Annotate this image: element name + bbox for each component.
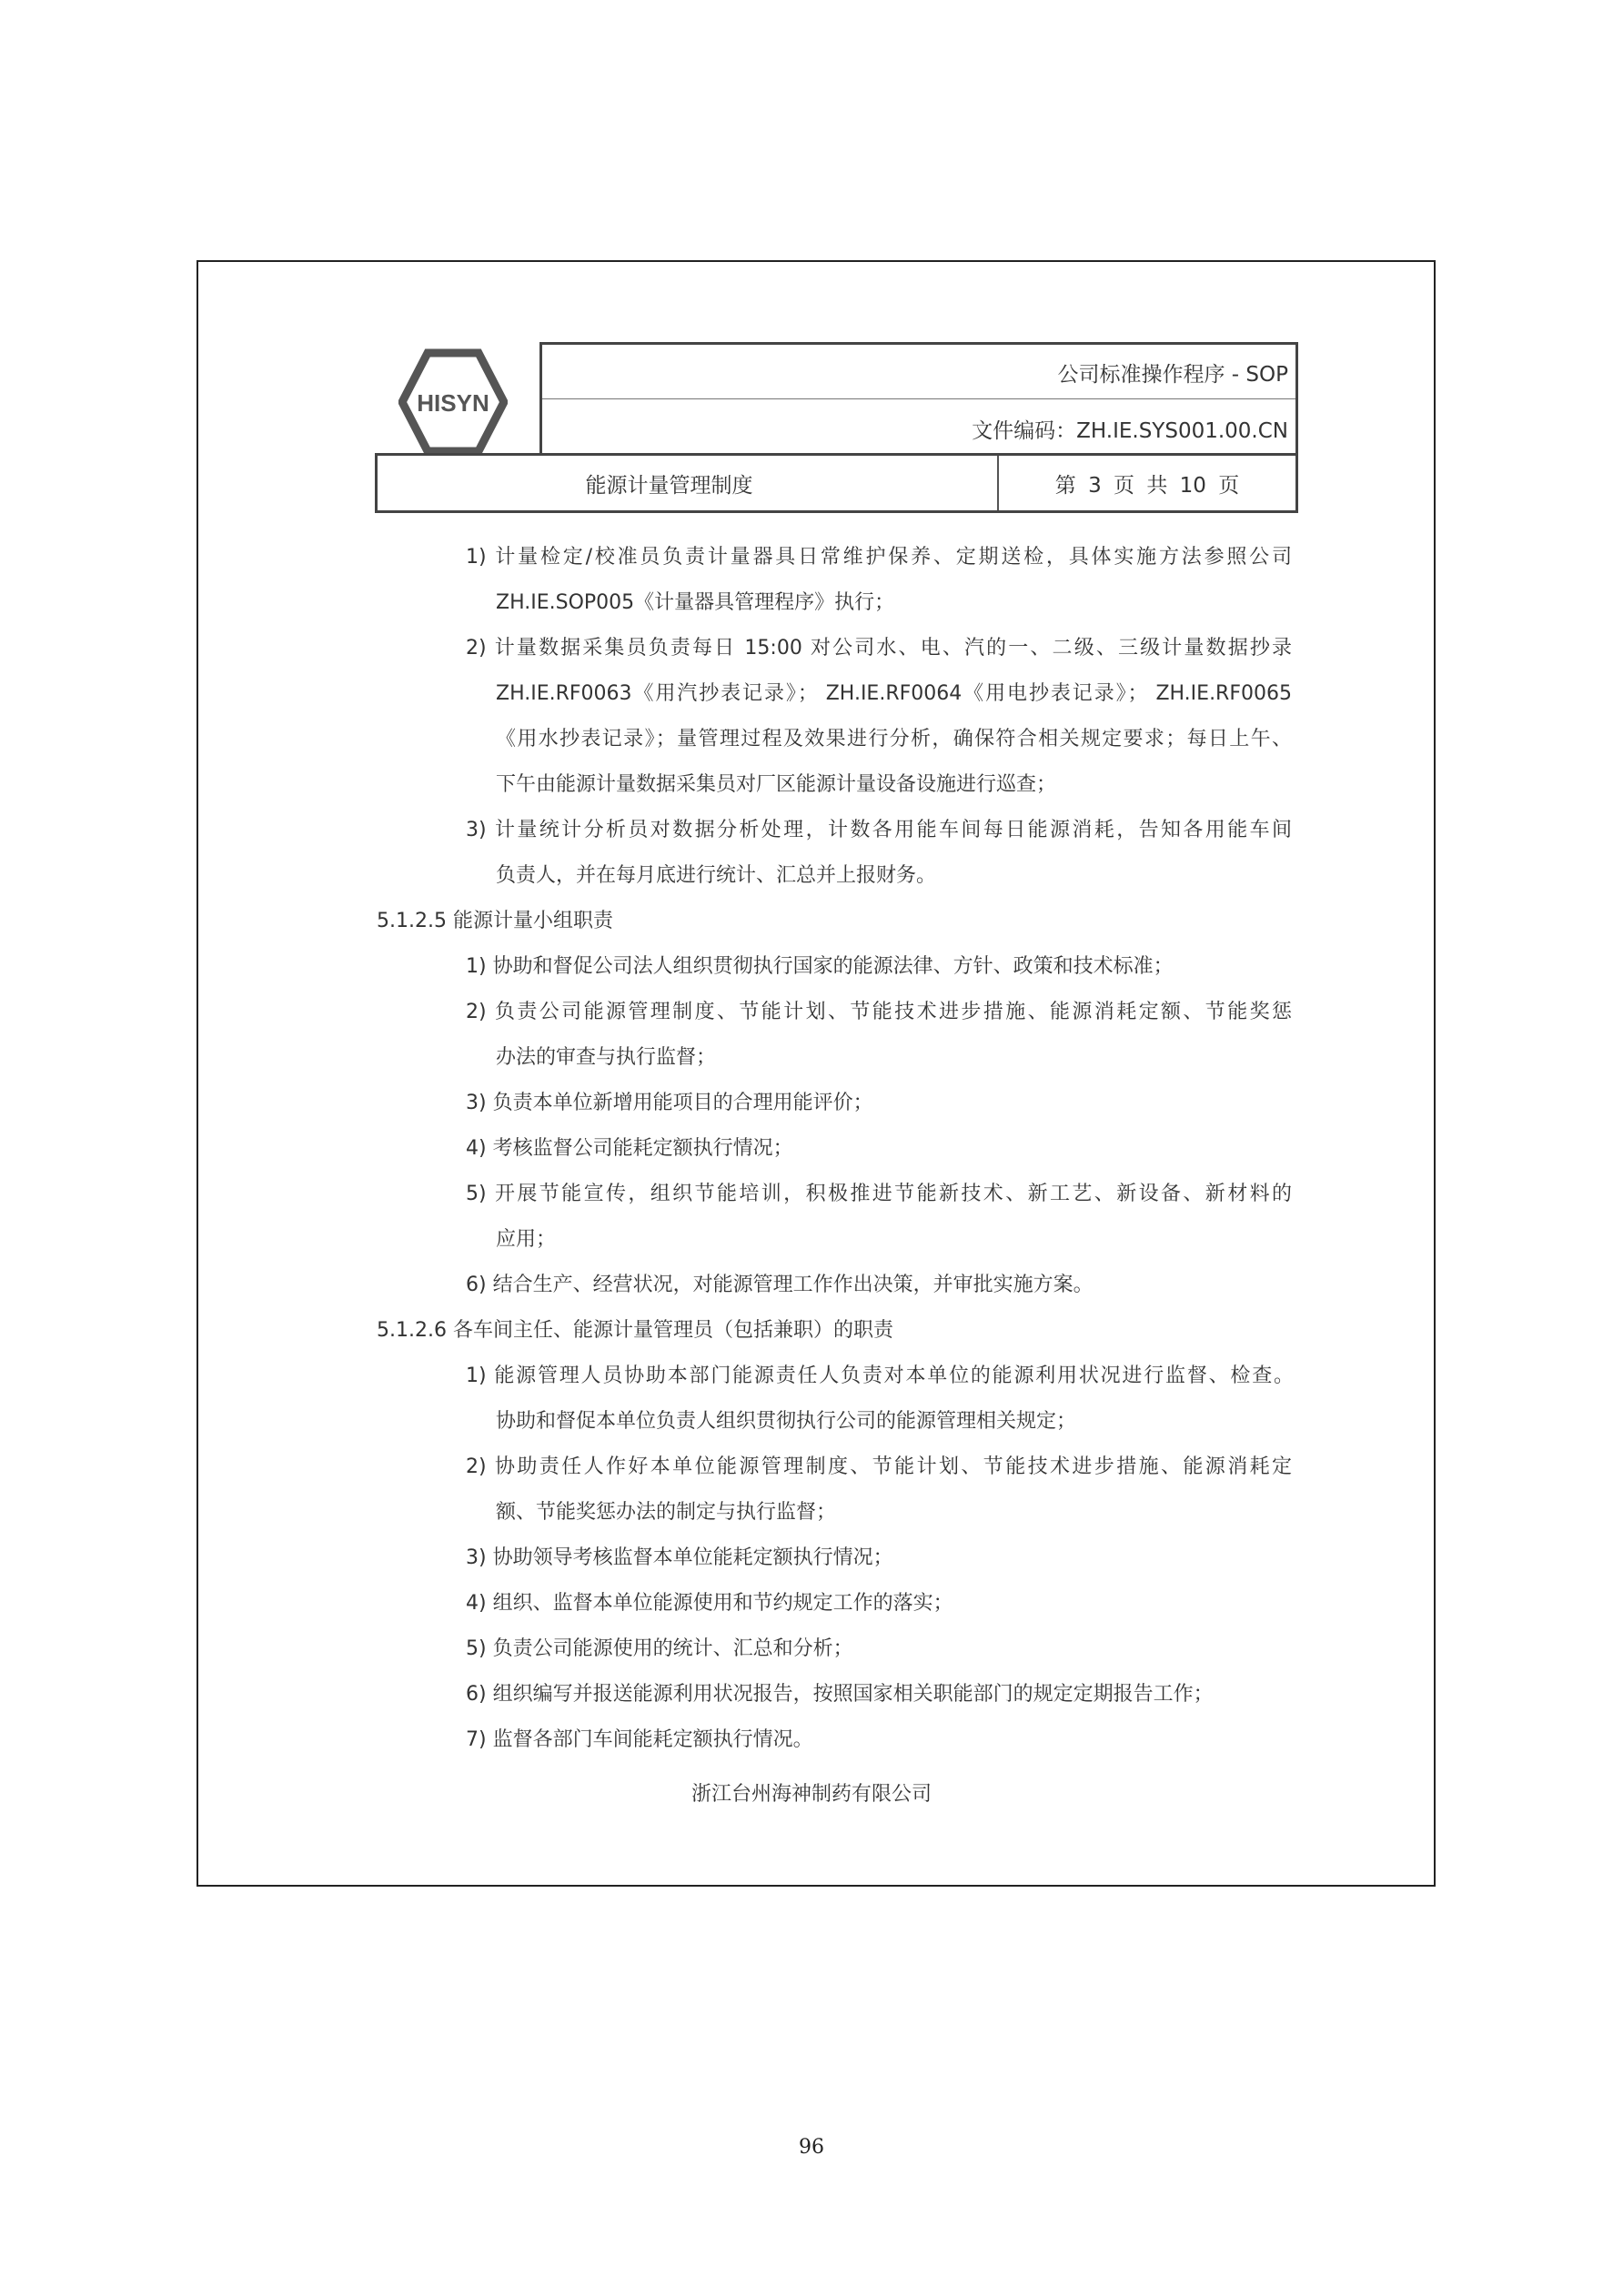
list-item-cont: 《用水抄表记录》；量管理过程及效果进行分析，确保符合相关规定要求；每日上午、: [496, 728, 1292, 750]
list-item: 5) 负责公司能源使用的统计、汇总和分析；: [466, 1637, 853, 1660]
list-item-cont: 负责人，并在每月底进行统计、汇总并上报财务。: [496, 864, 937, 887]
header-top-box: [539, 342, 1298, 453]
list-item-cont: 协助和督促本单位负责人组织贯彻执行公司的能源管理相关规定；: [496, 1410, 1077, 1433]
document-title: 能源计量管理制度: [378, 456, 999, 510]
list-item-cont: 应用；: [496, 1228, 557, 1251]
header-title: 公司标准操作程序 - SOP: [1057, 363, 1288, 387]
section-heading: 5.1.2.5 能源计量小组职责: [377, 910, 613, 932]
list-item: 1) 能源管理人员协助本部门能源责任人负责对本单位的能源利用状况进行监督、检查。: [466, 1365, 1294, 1387]
header-bottom-box: [375, 453, 1298, 513]
list-item: 6) 组织编写并报送能源利用状况报告，按照国家相关职能部门的规定定期报告工作；: [466, 1683, 1214, 1706]
section-heading: 5.1.2.6 各车间主任、能源计量管理员（包括兼职）的职责: [377, 1319, 893, 1342]
list-item: 7) 监督各部门车间能耗定额执行情况。: [466, 1728, 813, 1751]
list-item-cont: 额、节能奖惩办法的制定与执行监督；: [496, 1501, 837, 1524]
list-item-cont: 办法的审查与执行监督；: [496, 1046, 717, 1069]
page-number: 96: [799, 2136, 824, 2159]
list-item-cont: 下午由能源计量数据采集员对厂区能源计量设备设施进行巡查；: [496, 773, 1057, 796]
list-item: 2) 负责公司能源管理制度、节能计划、节能技术进步措施、能源消耗定额、节能奖惩: [466, 1001, 1292, 1023]
list-item: 3) 负责本单位新增用能项目的合理用能评价；: [466, 1092, 873, 1114]
page-info: 第 3 页 共 10 页: [1054, 473, 1240, 498]
svg-text:HISYN: HISYN: [417, 389, 489, 417]
hisyn-logo: [398, 347, 508, 457]
list-item: 5) 开展节能宣传，组织节能培训，积极推进节能新技术、新工艺、新设备、新材料的: [466, 1183, 1292, 1205]
company-name: 浙江台州海神制药有限公司: [691, 1783, 932, 1806]
list-item: 4) 组织、监督本单位能源使用和节约规定工作的落实；: [466, 1592, 953, 1615]
list-item: 1) 协助和督促公司法人组织贯彻执行国家的能源法律、方针、政策和技术标准；: [466, 955, 1174, 978]
list-item: 1) 计量检定/校准员负责计量器具日常维护保养、定期送检，具体实施方法参照公司: [466, 546, 1292, 569]
header-file-code: 文件编码：ZH.IE.SYS001.00.CN: [972, 419, 1288, 443]
list-item: 3) 协助领导考核监督本单位能耗定额执行情况；: [466, 1546, 893, 1569]
list-item: 2) 计量数据采集员负责每日 15:00 对公司水、电、汽的一、二级、三级计量数据抄录: [466, 637, 1292, 660]
list-item: 2) 协助责任人作好本单位能源管理制度、节能计划、节能技术进步措施、能源消耗定: [466, 1455, 1292, 1478]
list-item-cont: ZH.IE.SOP005《计量器具管理程序》执行；: [496, 591, 895, 614]
list-item: 6) 结合生产、经营状况，对能源管理工作作出决策，并审批实施方案。: [466, 1274, 1094, 1296]
list-item: 4) 考核监督公司能耗定额执行情况；: [466, 1137, 793, 1160]
list-item: 3) 计量统计分析员对数据分析处理，计数各用能车间每日能源消耗，告知各用能车间: [466, 819, 1292, 841]
list-item-cont: ZH.IE.RF0063《用汽抄表记录》； ZH.IE.RF0064《用电抄表记录》； ZH.IE.RF0065: [496, 682, 1292, 705]
